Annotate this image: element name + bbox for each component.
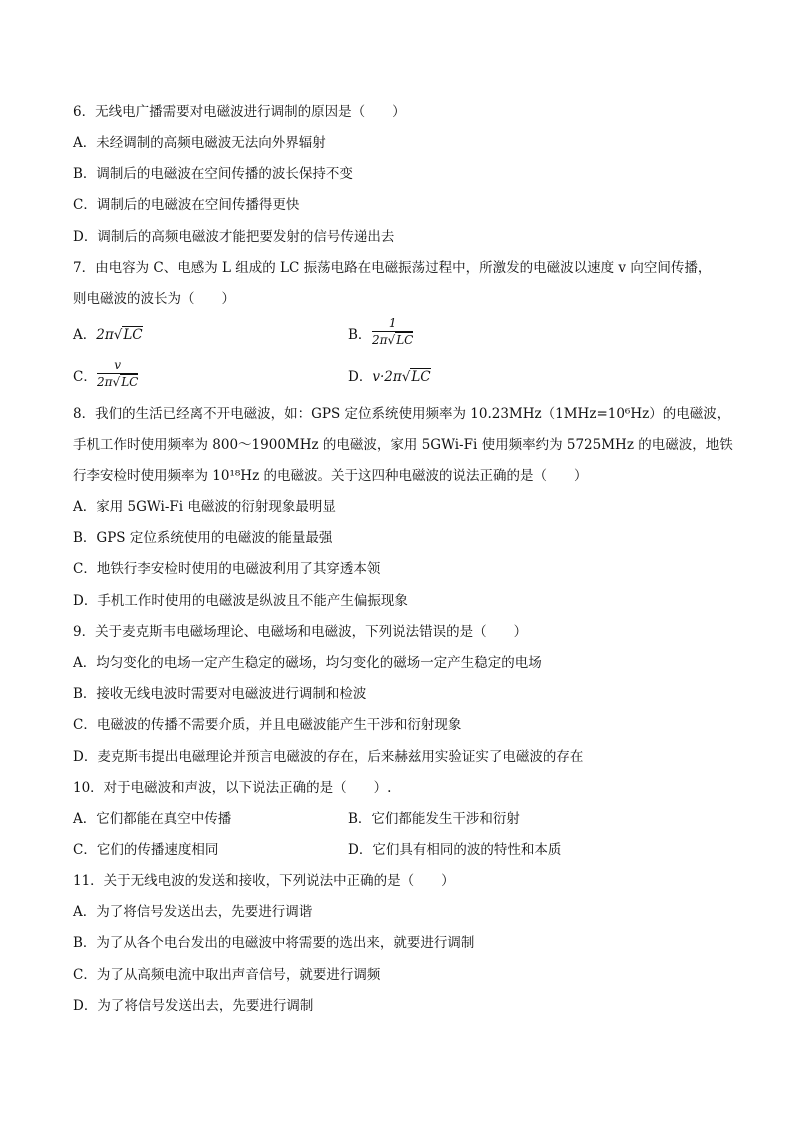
q6-option-d: D．调制后的高频电磁波才能把要发射的信号传递出去 (73, 229, 395, 245)
q8-stem-line2: 手机工作时使用频率为 800～1900MHz 的电磁波，家用 5GWi-Fi 使用频率约为 5725MHz 的电磁波，地铁 (73, 437, 733, 453)
q7-option-d-label: D． (348, 369, 373, 385)
q8-option-d: D．手机工作时使用的电磁波是纵波且不能产生偏振现象 (73, 593, 408, 609)
q8-stem-line1: 8．我们的生活已经离不开电磁波，如：GPS 定位系统使用频率为 10.23MHz（1MHz=10⁶Hz）的电磁波， (73, 406, 731, 422)
q10-option-b: B．它们都能发生干涉和衍射 (348, 811, 520, 827)
q10-option-c: C．它们的传播速度相同 (73, 842, 219, 858)
q7-option-c-den-prefix: 2π (97, 375, 113, 389)
q7-stem-line2: 则电磁波的波长为（ ） (73, 291, 235, 307)
q9-option-d: D．麦克斯韦提出电磁理论并预言电磁波的存在，后来赫兹用实验证实了电磁波的存在 (73, 749, 584, 765)
q7-option-c-numerator: v (114, 358, 122, 372)
q7-option-d-expr-prefix: v·2π (372, 369, 402, 385)
q7-option-c-sqrt (113, 375, 139, 389)
q11-option-a: A．为了将信号发送出去，先要进行调谐 (73, 904, 313, 920)
q7-option-b-radicand: LC (396, 333, 414, 347)
q10-stem: 10．对于电磁波和声波，以下说法正确的是（ ）. (73, 780, 392, 796)
q7-option-a (73, 326, 143, 344)
q9-option-b: B．接收无线电波时需要对电磁波进行调制和检波 (73, 686, 367, 702)
q7-option-a-sqrt (114, 326, 143, 344)
q6-stem: 6．无线电广播需要对电磁波进行调制的原因是（ ） (73, 104, 406, 120)
q7-option-c-label: C． (73, 369, 97, 385)
q7-option-a-expr-prefix: 2π (96, 327, 114, 343)
q7-option-b-sqrt (388, 333, 414, 347)
q7-option-b-label: B． (348, 327, 372, 343)
q10-option-d: D．它们具有相同的波的特性和本质 (348, 842, 562, 858)
q6-option-c: C．调制后的电磁波在空间传播得更快 (73, 197, 300, 213)
q7-option-b-den-prefix: 2π (372, 333, 388, 347)
q7-option-d (348, 368, 431, 386)
q7-option-c-fraction (97, 358, 138, 389)
q8-option-b: B．GPS 定位系统使用的电磁波的能量最强 (73, 530, 333, 546)
q11-option-c: C．为了从高频电流中取出声音信号，就要进行调频 (73, 967, 381, 983)
q11-stem: 11．关于无线电波的发送和接收，下列说法中正确的是（ ） (73, 873, 455, 889)
q6-option-b: B．调制后的电磁波在空间传播的波长保持不变 (73, 166, 353, 182)
q7-option-a-radicand: LC (123, 327, 143, 343)
q6-option-a: A．未经调制的高频电磁波无法向外界辐射 (73, 135, 326, 151)
q7-option-b-fraction (372, 316, 413, 347)
q7-option-b-denominator (372, 333, 413, 347)
q8-stem-line3: 行李安检时使用频率为 10¹⁸Hz 的电磁波。关于这四种电磁波的说法正确的是（ ） (73, 468, 588, 484)
q11-option-b: B．为了从各个电台发出的电磁波中将需要的选出来，就要进行调制 (73, 935, 475, 951)
q7-option-d-sqrt (402, 368, 431, 386)
q10-option-a: A．它们都能在真空中传播 (73, 811, 232, 827)
q7-option-a-label: A． (73, 327, 97, 343)
q8-option-a: A．家用 5GWi-Fi 电磁波的衍射现象最明显 (73, 499, 336, 515)
q7-option-b-numerator: 1 (388, 316, 397, 330)
q11-option-d: D．为了将信号发送出去，先要进行调制 (73, 998, 314, 1014)
q7-option-d-radicand: LC (411, 369, 431, 385)
q8-option-c: C．地铁行李安检时使用的电磁波利用了其穿透本领 (73, 561, 381, 577)
q7-option-c-radicand: LC (121, 375, 139, 389)
q9-option-c: C．电磁波的传播不需要介质，并且电磁波能产生干涉和衍射现象 (73, 717, 462, 733)
q9-stem: 9．关于麦克斯韦电磁场理论、电磁场和电磁波，下列说法错误的是（ ） (73, 624, 528, 640)
q7-stem-line1: 7．由电容为 C、电感为 L 组成的 LC 振荡电路在电磁振荡过程中，所激发的电磁波以速度 v 向空间传播， (73, 260, 712, 276)
q9-option-a: A．均匀变化的电场一定产生稳定的磁场，均匀变化的磁场一定产生稳定的电场 (73, 655, 542, 671)
q7-option-c-denominator (97, 375, 138, 389)
